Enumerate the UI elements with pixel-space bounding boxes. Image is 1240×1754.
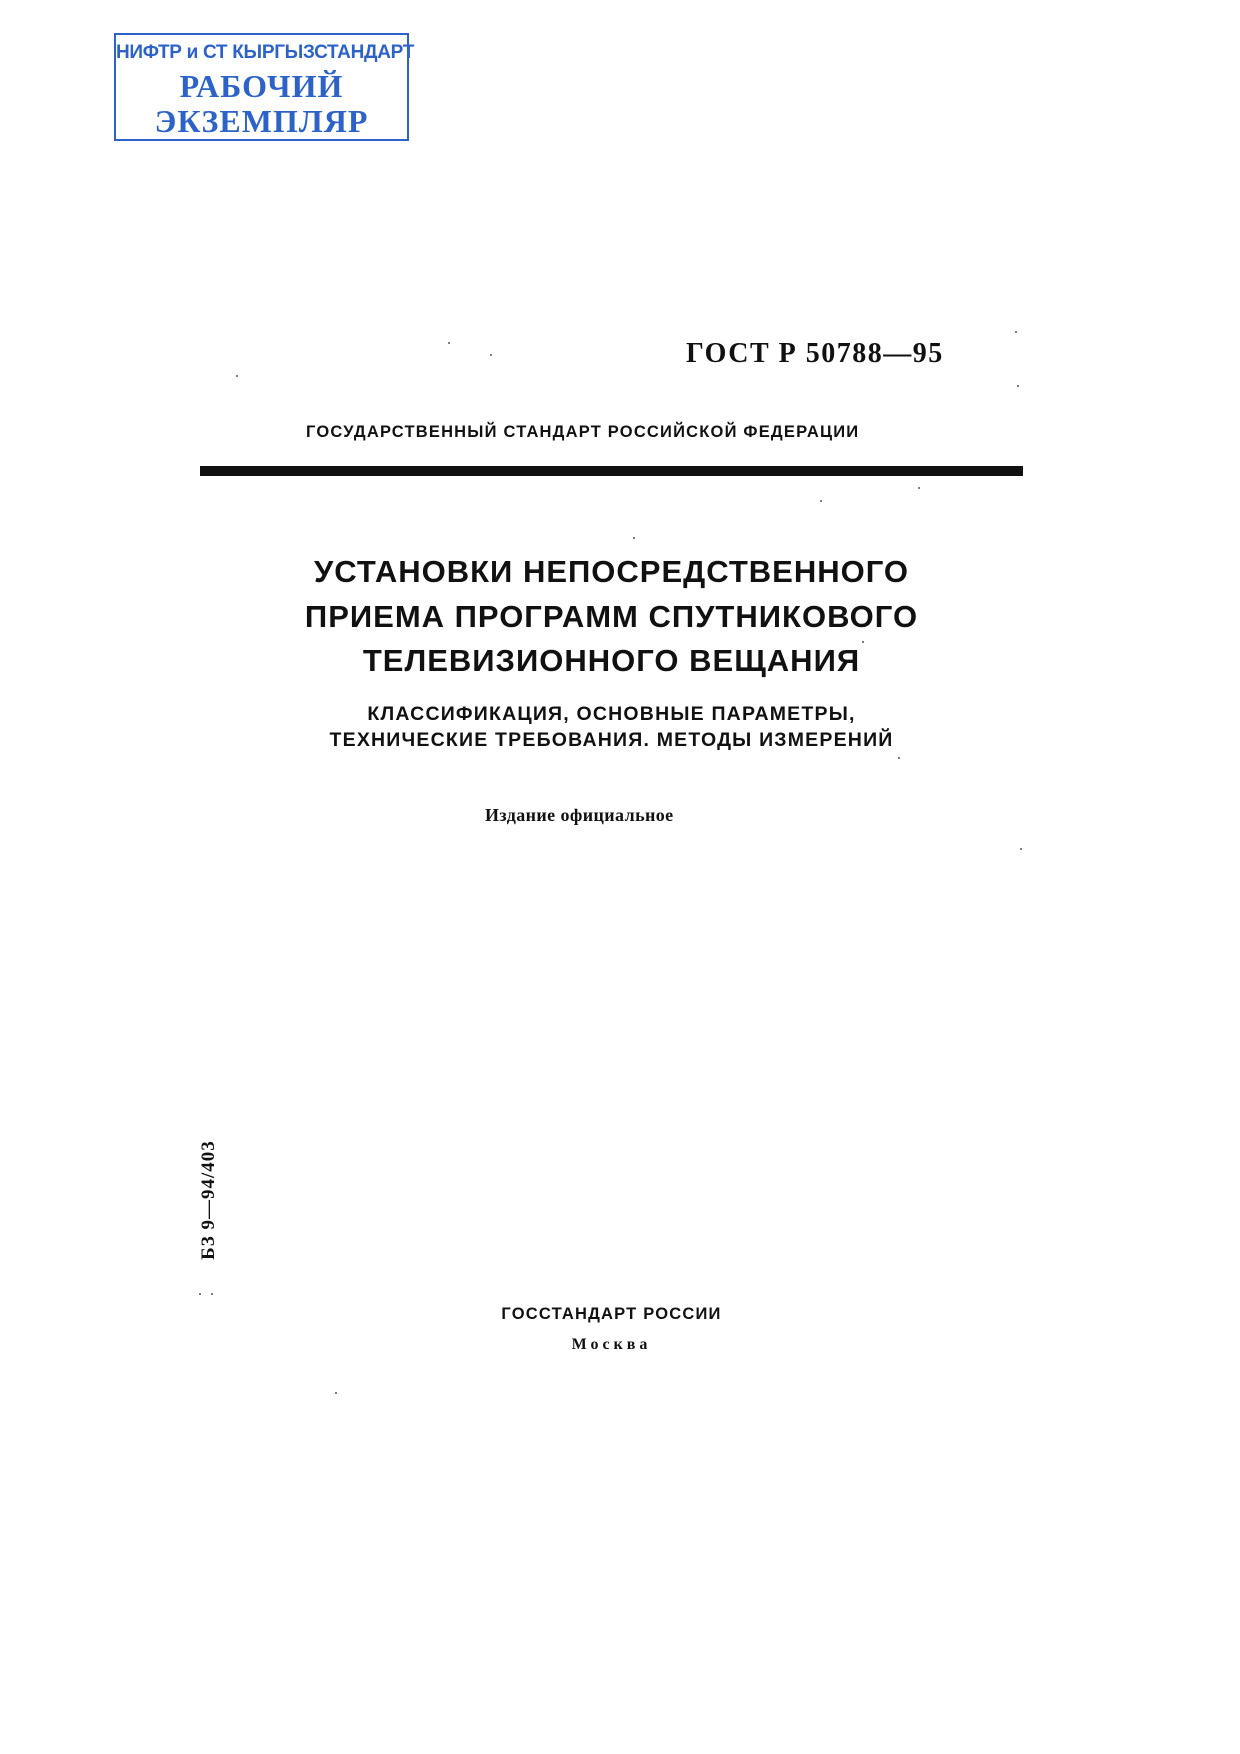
scan-speck (490, 354, 492, 356)
scan-speck (236, 375, 238, 377)
document-title-line-1: УСТАНОВКИ НЕПОСРЕДСТВЕННОГО (313, 554, 910, 589)
document-subtitle-line-2: ТЕХНИЧЕСКИЕ ТРЕБОВАНИЯ. МЕТОДЫ ИЗМЕРЕНИЙ (329, 729, 894, 751)
stamp-line-working: РАБОЧИЙ (179, 68, 344, 104)
document-title-line-2: ПРИЕМА ПРОГРАММ СПУТНИКОВОГО (304, 599, 919, 634)
stamp-organization: НИФТР и СТ КЫРГЫЗСТАНДАРТ (116, 42, 415, 63)
scan-speck (199, 1293, 201, 1295)
scan-speck (898, 757, 900, 759)
scan-speck (862, 641, 864, 643)
edition-note: Издание официальное (485, 805, 674, 825)
scan-speck (1020, 848, 1022, 850)
catalog-code: БЗ 9—94/403 (198, 1140, 219, 1260)
scan-speck (335, 1392, 337, 1394)
publisher: ГОССТАНДАРТ РОССИИ (501, 1305, 722, 1323)
scan-speck (211, 1293, 213, 1295)
working-copy-stamp (114, 33, 415, 141)
scan-speck (448, 342, 450, 344)
document-title-line-3: ТЕЛЕВИЗИОННОГО ВЕЩАНИЯ (362, 643, 861, 678)
scan-speck (820, 500, 822, 502)
stamp-line-copy: ЭКЗЕМПЛЯР (154, 103, 369, 139)
heading-rule (200, 466, 1023, 476)
scan-speck (1017, 385, 1019, 387)
scan-speck (1015, 331, 1017, 333)
document-subtitle-line-1: КЛАССИФИКАЦИЯ, ОСНОВНЫЕ ПАРАМЕТРЫ, (367, 703, 856, 725)
state-standard-heading: ГОСУДАРСТВЕННЫЙ СТАНДАРТ РОССИЙСКОЙ ФЕДЕРАЦИИ (306, 423, 860, 441)
scan-speck (633, 537, 635, 539)
scan-speck (918, 487, 920, 489)
standard-designation: ГОСТ Р 50788—95 (686, 338, 944, 369)
publication-city: Москва (571, 1336, 652, 1353)
